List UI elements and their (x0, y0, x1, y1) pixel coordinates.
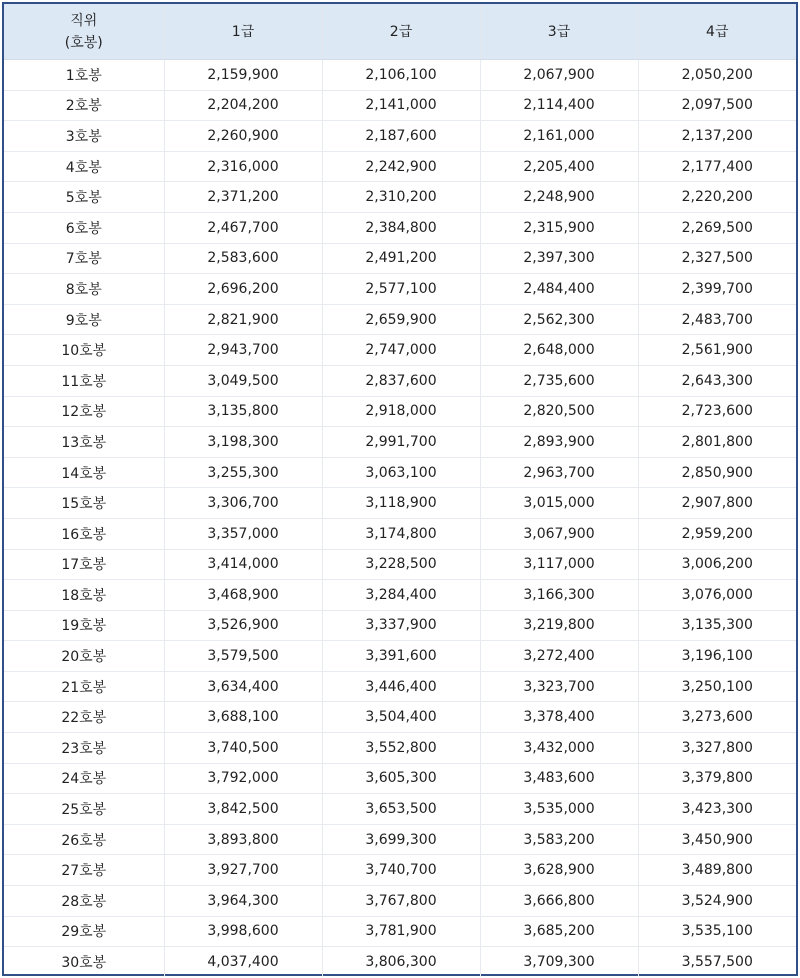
salary-cell-grade-4: 3,557,500 (681, 954, 753, 971)
salary-cell-grade-1: 3,998,600 (164, 916, 322, 947)
salary-cell-grade-2: 2,384,800 (322, 212, 480, 243)
salary-cell-grade-4: 3,273,600 (638, 702, 796, 733)
salary-cell-grade-4: 3,379,800 (638, 763, 796, 794)
step-cell: 24호봉 (4, 763, 164, 794)
salary-cell-grade-2: 2,837,600 (322, 365, 480, 396)
table-header (4, 4, 796, 60)
step-cell: 14호봉 (4, 457, 164, 488)
step-cell: 16호봉 (4, 518, 164, 549)
step-cell: 3호봉 (4, 121, 164, 152)
header-step-label: (호봉) (64, 34, 103, 51)
salary-cell-grade-3: 2,397,300 (480, 243, 638, 274)
salary-cell-grade-1: 2,943,700 (164, 335, 322, 366)
table-row (4, 580, 796, 611)
salary-cell-grade-4: 2,907,800 (638, 488, 796, 519)
step-cell: 25호봉 (4, 794, 164, 825)
salary-cell-grade-4: 2,137,200 (638, 121, 796, 152)
header-rank-label: 직위 (70, 12, 98, 29)
salary-cell-grade-4: 2,959,200 (638, 518, 796, 549)
salary-cell-grade-1: 3,893,800 (164, 824, 322, 855)
salary-cell-grade-3: 2,114,400 (480, 90, 638, 121)
salary-cell-grade-2: 2,991,700 (322, 427, 480, 458)
salary-cell-grade-4: 3,450,900 (638, 824, 796, 855)
step-cell: 10호봉 (4, 335, 164, 366)
table-row (4, 610, 796, 641)
salary-cell-grade-2: 2,187,600 (322, 121, 480, 152)
table-row (4, 824, 796, 855)
salary-cell-grade-2: 3,446,400 (322, 671, 480, 702)
table-row (4, 702, 796, 733)
salary-cell-grade-2: 3,605,300 (322, 763, 480, 794)
header-grade-3: 3급 (480, 4, 638, 60)
salary-cell-grade-3: 2,893,900 (480, 427, 638, 458)
salary-cell-grade-1: 3,306,700 (164, 488, 322, 519)
salary-cell-grade-1: 2,696,200 (164, 274, 322, 305)
salary-cell-grade-3: 2,161,000 (480, 121, 638, 152)
salary-table (4, 4, 796, 977)
table-row (4, 518, 796, 549)
table-row (4, 733, 796, 764)
table-row (4, 488, 796, 519)
salary-cell-grade-2: 3,767,800 (322, 886, 480, 917)
step-cell: 29호봉 (4, 916, 164, 947)
salary-cell-grade-4: 3,076,000 (638, 580, 796, 611)
table-row (4, 947, 796, 977)
table-row (4, 304, 796, 335)
salary-cell-grade-3: 3,323,700 (480, 671, 638, 702)
salary-cell-grade-2: 3,391,600 (322, 641, 480, 672)
salary-cell-grade-3: 3,166,300 (480, 580, 638, 611)
salary-cell-grade-3: 2,067,900 (480, 60, 638, 91)
salary-cell-grade-4: 2,723,600 (638, 396, 796, 427)
salary-cell-grade-1: 2,821,900 (164, 304, 322, 335)
salary-cell-grade-2: 2,310,200 (322, 182, 480, 213)
salary-cell-grade-1: 3,792,000 (164, 763, 322, 794)
table-row (4, 121, 796, 152)
salary-cell-grade-1: 2,204,200 (164, 90, 322, 121)
step-cell: 2호봉 (4, 90, 164, 121)
step-cell: 15호봉 (4, 488, 164, 519)
table-row (4, 182, 796, 213)
salary-cell-grade-3: 2,963,700 (480, 457, 638, 488)
salary-cell-grade-3: 2,820,500 (480, 396, 638, 427)
table-row (4, 671, 796, 702)
salary-cell-grade-3: 2,205,400 (480, 151, 638, 182)
salary-cell-grade-2: 2,918,000 (322, 396, 480, 427)
salary-cell-grade-1: 3,927,700 (164, 855, 322, 886)
salary-cell-grade-1: 3,414,000 (164, 549, 322, 580)
step-cell: 6호봉 (4, 212, 164, 243)
salary-cell-grade-1: 2,316,000 (164, 151, 322, 182)
salary-cell-grade-2: 3,063,100 (322, 457, 480, 488)
salary-cell-grade-2: 3,806,300 (322, 947, 480, 977)
salary-cell-grade-2: 2,659,900 (322, 304, 480, 335)
salary-cell-grade-2: 3,781,900 (322, 916, 480, 947)
salary-cell-grade-2: 3,552,800 (322, 733, 480, 764)
header-grade-4: 4급 (638, 4, 796, 60)
salary-cell-grade-1: 2,159,900 (164, 60, 322, 91)
step-cell: 23호봉 (4, 733, 164, 764)
table-row (4, 641, 796, 672)
step-cell: 21호봉 (4, 671, 164, 702)
salary-cell-grade-3: 3,015,000 (480, 488, 638, 519)
salary-cell-grade-3: 3,628,900 (480, 855, 638, 886)
salary-cell-grade-1: 2,260,900 (164, 121, 322, 152)
salary-cell-grade-2: 2,577,100 (322, 274, 480, 305)
salary-cell-grade-2: 2,141,000 (322, 90, 480, 121)
step-cell: 9호봉 (4, 304, 164, 335)
table-body (4, 60, 796, 977)
salary-cell-grade-4: 3,006,200 (638, 549, 796, 580)
salary-cell-grade-3: 3,219,800 (480, 610, 638, 641)
table-row (4, 60, 796, 91)
salary-cell-grade-4: 2,097,500 (638, 90, 796, 121)
header-grade-2: 2급 (322, 4, 480, 60)
header-rank-step (4, 4, 164, 60)
table-row (4, 886, 796, 917)
table-row (4, 274, 796, 305)
salary-cell-grade-4: 2,483,700 (638, 304, 796, 335)
salary-cell-grade-1: 3,049,500 (164, 365, 322, 396)
salary-cell-grade-1: 3,526,900 (164, 610, 322, 641)
salary-cell-grade-1: 3,357,000 (164, 518, 322, 549)
salary-cell-grade-3: 2,315,900 (480, 212, 638, 243)
table-row (4, 396, 796, 427)
salary-cell-grade-1: 3,135,800 (164, 396, 322, 427)
salary-cell-grade-4: 3,489,800 (638, 855, 796, 886)
table-row (4, 335, 796, 366)
salary-cell-grade-4: 3,250,100 (638, 671, 796, 702)
step-cell: 11호봉 (4, 365, 164, 396)
step-cell: 19호봉 (4, 610, 164, 641)
salary-cell-grade-2: 2,242,900 (322, 151, 480, 182)
salary-cell-grade-4: 2,399,700 (638, 274, 796, 305)
salary-cell-grade-2: 3,504,400 (322, 702, 480, 733)
table-row (4, 243, 796, 274)
salary-cell-grade-4: 3,135,300 (638, 610, 796, 641)
salary-cell-grade-2: 3,118,900 (322, 488, 480, 519)
step-cell: 27호봉 (4, 855, 164, 886)
table-row (4, 212, 796, 243)
salary-cell-grade-1: 4,037,400 (164, 947, 322, 977)
step-cell: 18호봉 (4, 580, 164, 611)
step-cell: 26호봉 (4, 824, 164, 855)
step-cell: 8호봉 (4, 274, 164, 305)
salary-cell-grade-4: 2,050,200 (638, 60, 796, 91)
salary-cell-grade-1: 3,740,500 (164, 733, 322, 764)
salary-cell-grade-1: 3,842,500 (164, 794, 322, 825)
salary-cell-grade-2: 3,699,300 (322, 824, 480, 855)
salary-cell-grade-4: 2,561,900 (638, 335, 796, 366)
salary-cell-grade-4: 2,269,500 (638, 212, 796, 243)
step-cell: 17호봉 (4, 549, 164, 580)
salary-cell-grade-1: 3,255,300 (164, 457, 322, 488)
salary-cell-grade-2: 2,106,100 (322, 60, 480, 91)
table-row (4, 427, 796, 458)
step-cell: 4호봉 (4, 151, 164, 182)
table-row (4, 855, 796, 886)
salary-cell-grade-2: 3,284,400 (322, 580, 480, 611)
salary-cell-grade-3: 3,117,000 (480, 549, 638, 580)
salary-cell-grade-1: 2,371,200 (164, 182, 322, 213)
step-cell: 13호봉 (4, 427, 164, 458)
table-row (4, 549, 796, 580)
salary-cell-grade-2: 2,747,000 (322, 335, 480, 366)
salary-table-frame (2, 2, 798, 976)
salary-cell-grade-4: 2,850,900 (638, 457, 796, 488)
salary-cell-grade-3: 3,709,300 (480, 947, 638, 977)
salary-cell-grade-3: 3,272,400 (480, 641, 638, 672)
salary-cell-grade-2: 3,337,900 (322, 610, 480, 641)
table-row (4, 151, 796, 182)
salary-cell-grade-4: 3,524,900 (638, 886, 796, 917)
step-cell: 1호봉 (4, 60, 164, 91)
salary-cell-grade-3: 3,685,200 (480, 916, 638, 947)
salary-cell-grade-1: 3,579,500 (164, 641, 322, 672)
header-row (4, 4, 796, 60)
salary-cell-grade-4: 3,196,100 (638, 641, 796, 672)
salary-cell-grade-1: 3,688,100 (164, 702, 322, 733)
salary-cell-grade-3: 2,735,600 (480, 365, 638, 396)
salary-cell-grade-1: 2,467,700 (164, 212, 322, 243)
step-cell: 12호봉 (4, 396, 164, 427)
salary-cell-grade-4: 2,220,200 (638, 182, 796, 213)
table-row (4, 916, 796, 947)
salary-cell-grade-3: 2,562,300 (480, 304, 638, 335)
step-cell: 30호봉 (4, 947, 164, 977)
salary-cell-grade-2: 2,491,200 (322, 243, 480, 274)
table-row (4, 457, 796, 488)
salary-cell-grade-2: 3,174,800 (322, 518, 480, 549)
salary-cell-grade-2: 3,228,500 (322, 549, 480, 580)
table-row (4, 794, 796, 825)
table-row (4, 763, 796, 794)
salary-cell-grade-3: 3,483,600 (480, 763, 638, 794)
salary-cell-grade-3: 3,535,000 (480, 794, 638, 825)
salary-cell-grade-3: 3,378,400 (480, 702, 638, 733)
salary-cell-grade-3: 3,432,000 (480, 733, 638, 764)
salary-cell-grade-1: 3,468,900 (164, 580, 322, 611)
salary-cell-grade-3: 3,583,200 (480, 824, 638, 855)
salary-cell-grade-4: 2,177,400 (638, 151, 796, 182)
step-cell: 22호봉 (4, 702, 164, 733)
salary-cell-grade-1: 3,964,300 (164, 886, 322, 917)
header-grade-1: 1급 (164, 4, 322, 60)
table-row (4, 365, 796, 396)
salary-cell-grade-3: 2,648,000 (480, 335, 638, 366)
salary-cell-grade-2: 3,653,500 (322, 794, 480, 825)
salary-cell-grade-1: 2,583,600 (164, 243, 322, 274)
salary-cell-grade-4: 2,801,800 (638, 427, 796, 458)
salary-cell-grade-3: 2,248,900 (480, 182, 638, 213)
salary-cell-grade-1: 3,634,400 (164, 671, 322, 702)
step-cell: 28호봉 (4, 886, 164, 917)
salary-cell-grade-4: 3,423,300 (638, 794, 796, 825)
salary-cell-grade-4: 3,327,800 (638, 733, 796, 764)
salary-cell-grade-4: 2,643,300 (638, 365, 796, 396)
step-cell: 5호봉 (4, 182, 164, 213)
salary-cell-grade-1: 3,198,300 (164, 427, 322, 458)
table-row (4, 90, 796, 121)
salary-cell-grade-4: 3,535,100 (638, 916, 796, 947)
step-cell: 20호봉 (4, 641, 164, 672)
salary-cell-grade-2: 3,740,700 (322, 855, 480, 886)
step-cell: 7호봉 (4, 243, 164, 274)
salary-cell-grade-4: 2,327,500 (638, 243, 796, 274)
salary-cell-grade-3: 3,666,800 (480, 886, 638, 917)
salary-cell-grade-3: 2,484,400 (480, 274, 638, 305)
salary-cell-grade-3: 3,067,900 (480, 518, 638, 549)
